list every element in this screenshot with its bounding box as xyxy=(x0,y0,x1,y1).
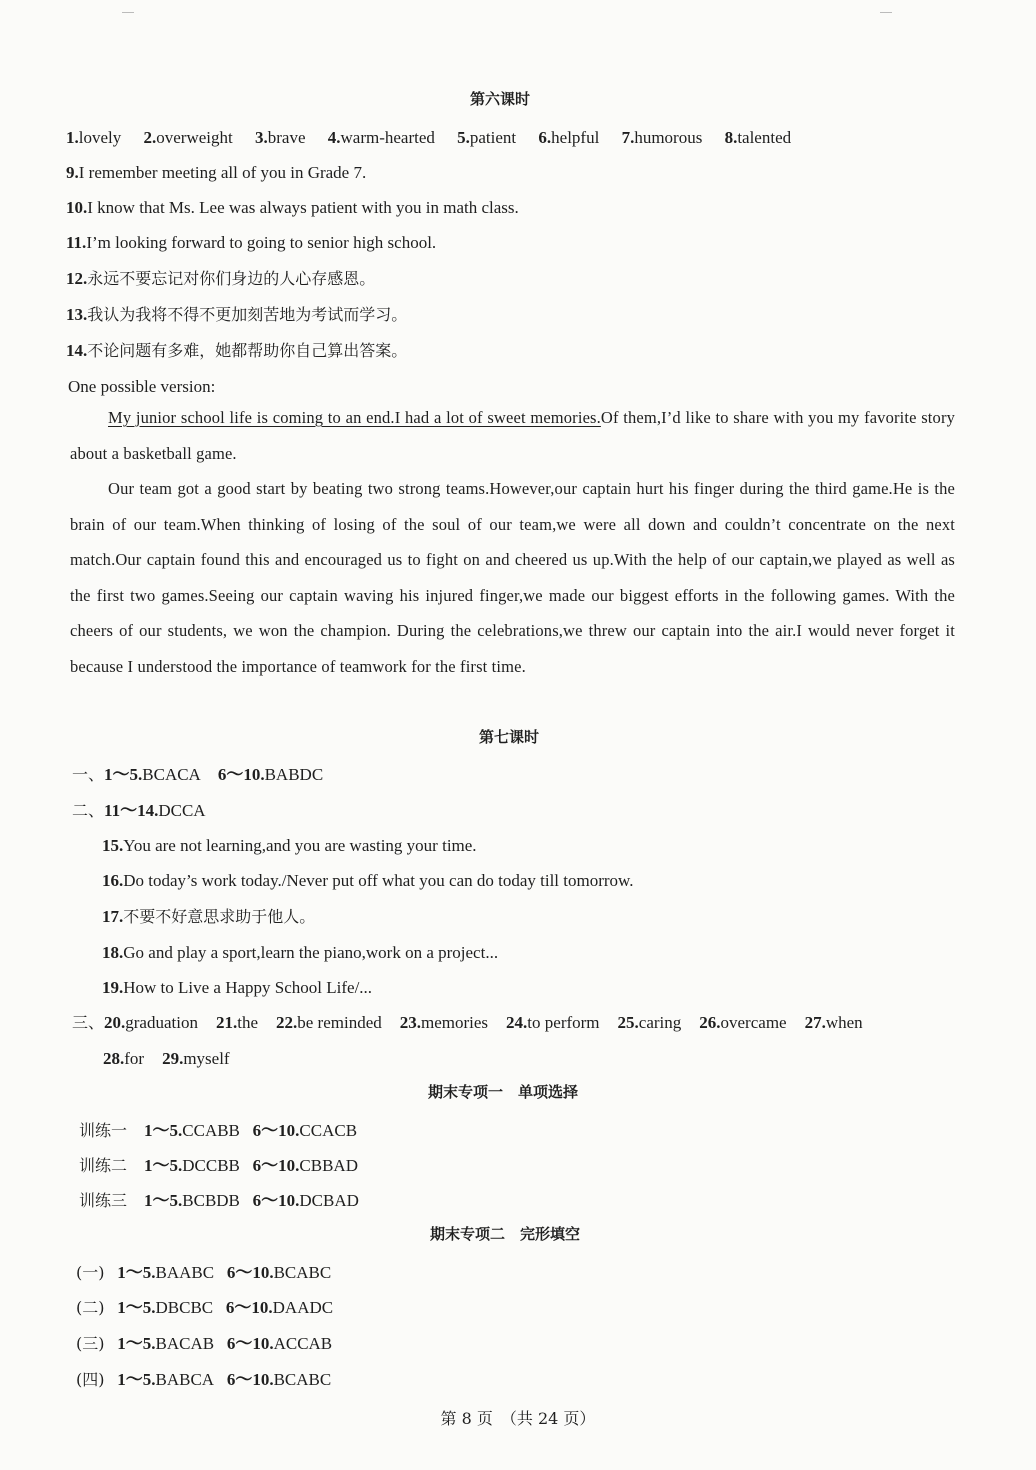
answer-12: 12.永远不要忘记对你们身边的人心存感恩。 xyxy=(66,269,376,288)
answer-9: 9.I remember meeting all of you in Grade 7. xyxy=(66,163,367,182)
final2-row-2: (二) 1～5.DBCBC 6～10.DAADC xyxy=(76,1298,334,1317)
answer-13: 13.我认为我将不得不更加刻苦地为考试而学习。 xyxy=(66,305,408,324)
answer-10: 10.I know that Ms. Lee was always patient with you in math class. xyxy=(66,198,519,217)
answers-1-8 xyxy=(66,127,809,149)
essay-paragraph-2: Our team got a good start by beating two strong teams.However,our captain hurt his finger during the third game.He is the brain of our team.When thinking of losing of the soul of our team,we were all down and couldn’t concentrate on the next match.Our captain found this and encouraged us to fight on and cheered us up.With the help of our captain,we played as well as the first two games.Seeing our captain waving his injured finger,we made our biggest efforts in the following games. With the cheers of our students, we won the champion. During the celebrations,we threw our captain into the air.I would never forget it because I understood the importance of teamwork for the first time. xyxy=(70,479,955,676)
essay-paragraph-1: My junior school life is coming to an end.I had a lot of sweet memories.Of them,I’d like to share with you my favorite story about a basketball game. xyxy=(70,408,955,463)
final2-row-3: (三) 1～5.BACAB 6～10.ACCAB xyxy=(76,1334,333,1353)
answer-item: 6.helpful xyxy=(538,128,600,147)
final1-row-2: 训练二 1～5.DCCBB 6～10.CBBAD xyxy=(79,1156,358,1175)
answer-item: 23.memories xyxy=(399,1013,489,1032)
answer-item: 5.patient xyxy=(457,128,517,147)
answer-item: 26.overcame xyxy=(699,1013,787,1032)
final1-row-1: 训练一 1～5.CCABB 6～10.CCACB xyxy=(79,1121,358,1140)
model-essay xyxy=(70,400,955,684)
scan-mark xyxy=(880,12,892,13)
answer-item: 29.myself xyxy=(162,1049,230,1068)
final2-row-4: (四) 1～5.BABCA 6～10.BCABC xyxy=(76,1370,332,1389)
lesson7-part3-row1: 三、20.graduation 21.the 22.be reminded 23.memories 24.to perform 25.caring 26.overcame 27.when xyxy=(72,1013,863,1032)
answer-item: 7.humorous xyxy=(621,128,703,147)
answer-item: 4.warm-hearted xyxy=(327,128,435,147)
lesson6-heading: 第六课时 xyxy=(470,90,531,108)
answer-item: 21.the xyxy=(215,1013,258,1032)
answer-item: 25.caring xyxy=(617,1013,682,1032)
final1-row-3: 训练三 1～5.BCBDB 6～10.DCBAD xyxy=(79,1191,359,1210)
answer-item: 27.when xyxy=(804,1013,863,1032)
final1-heading: 期末专项一 单项选择 xyxy=(428,1083,579,1101)
answer-11: 11.I’m looking forward to going to senior high school. xyxy=(66,233,437,252)
scan-mark xyxy=(122,12,134,13)
answer-item: 24.to perform xyxy=(506,1013,600,1032)
version-label: One possible version: xyxy=(68,377,216,396)
answer-item: 2.overweight xyxy=(143,128,233,147)
answer-19: 19.How to Live a Happy School Life/... xyxy=(102,978,373,997)
lesson7-part2: 二、11～14.DCCA xyxy=(72,801,206,820)
answer-item: 3.brave xyxy=(254,128,306,147)
answer-item: 28.for xyxy=(103,1049,145,1068)
answer-15: 15.You are not learning,and you are wasting your time. xyxy=(102,836,477,855)
final2-heading: 期末专项二 完形填空 xyxy=(430,1225,581,1243)
answer-18: 18.Go and play a sport,learn the piano,work on a project... xyxy=(102,943,499,962)
answer-16: 16.Do today’s work today./Never put off what you can do today till tomorrow. xyxy=(102,871,634,890)
lesson7-part3-row2 xyxy=(103,1048,248,1070)
final2-row-1: (一) 1～5.BAABC 6～10.BCABC xyxy=(76,1263,332,1282)
answer-item: 20.graduation xyxy=(104,1013,198,1032)
essay-underlined-sentence: My junior school life is coming to an end.I had a lot of sweet memories. xyxy=(108,408,601,427)
answer-17: 17.不要不好意思求助于他人。 xyxy=(102,907,316,926)
lesson7-heading: 第七课时 xyxy=(479,728,540,746)
answer-14: 14.不论问题有多难，她都帮助你自己算出答案。 xyxy=(66,341,408,360)
page-number: 第 8 页 （共 24 页） xyxy=(440,1409,596,1428)
answer-item: 22.be reminded xyxy=(276,1013,382,1032)
answer-item: 8.talented xyxy=(724,128,792,147)
answer-item: 1.lovely xyxy=(66,128,122,147)
lesson7-part1: 一、1～5.BCACA 6～10.BABDC xyxy=(72,765,324,784)
